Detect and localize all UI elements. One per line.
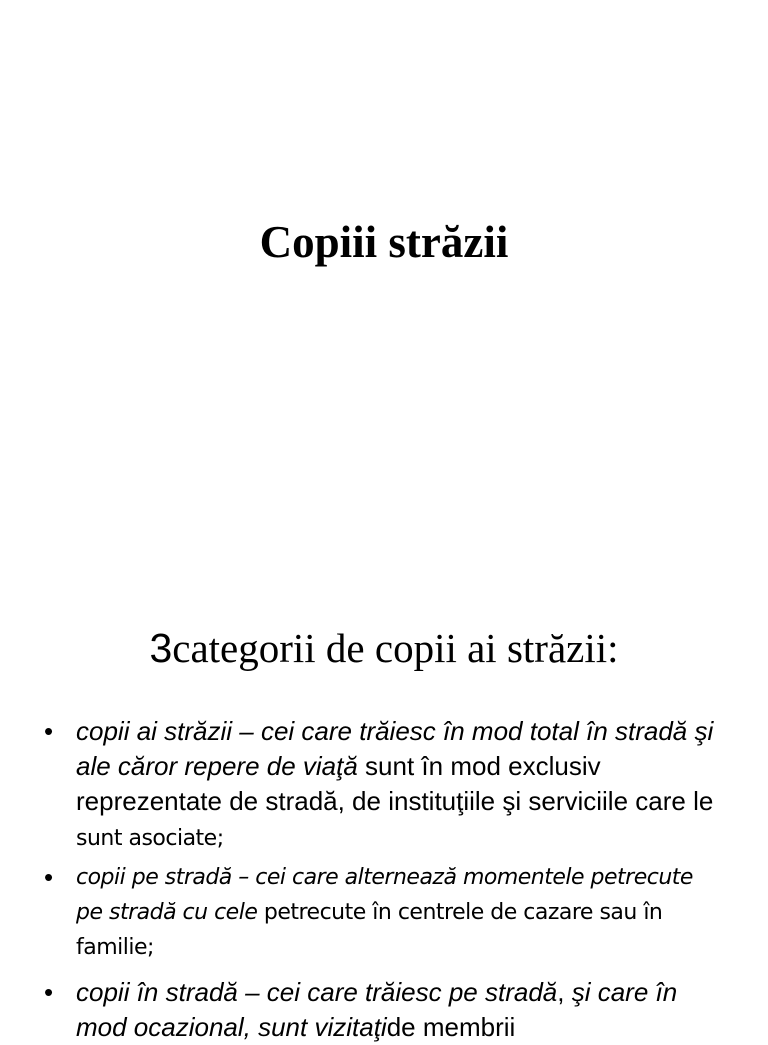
title-text: categorii de copii ai străzii: — [172, 625, 619, 671]
bullet-italic-text: copii pe stradă – cei care alternează momentele petrecute pe stradă cu cele — [76, 865, 693, 925]
list-item-copii-in-strada — [44, 975, 724, 1045]
bullet-italic-text: copii ai străzii – cei care trăiesc în mod total în stradă şi ale căror repere de viaţă — [76, 716, 714, 781]
title-number: 3 — [149, 625, 173, 671]
bullet-italic-text-2: şi care în mod ocazional, sunt vizitaţi — [76, 977, 678, 1042]
bullet-italic-text: copii în stradă – cei care trăiesc pe stradă — [76, 977, 558, 1007]
bullet-dot-icon: • — [44, 716, 54, 746]
slide-title-categorii — [0, 618, 768, 678]
list-item-copii-pe-strada — [44, 860, 724, 965]
slide-title-copiii-strazii: Copiii străzii — [259, 217, 509, 267]
categories-list — [44, 714, 724, 1045]
bullet-dot-icon: • — [44, 862, 53, 892]
list-item-copii-ai-strazii — [44, 714, 724, 856]
bullet-text-2: de membrii — [386, 1012, 516, 1042]
bullet-text: , — [557, 977, 572, 1007]
bullet-text-small: sunt asociate; — [76, 826, 224, 851]
bullet-dot-icon: • — [44, 977, 54, 1007]
bullet-text: sunt în mod exclusiv reprezentate de stradă, de instituţiile şi serviciile care le — [76, 751, 714, 816]
bullet-text: petrecute în centrele de cazare sau în familie; — [76, 900, 663, 960]
